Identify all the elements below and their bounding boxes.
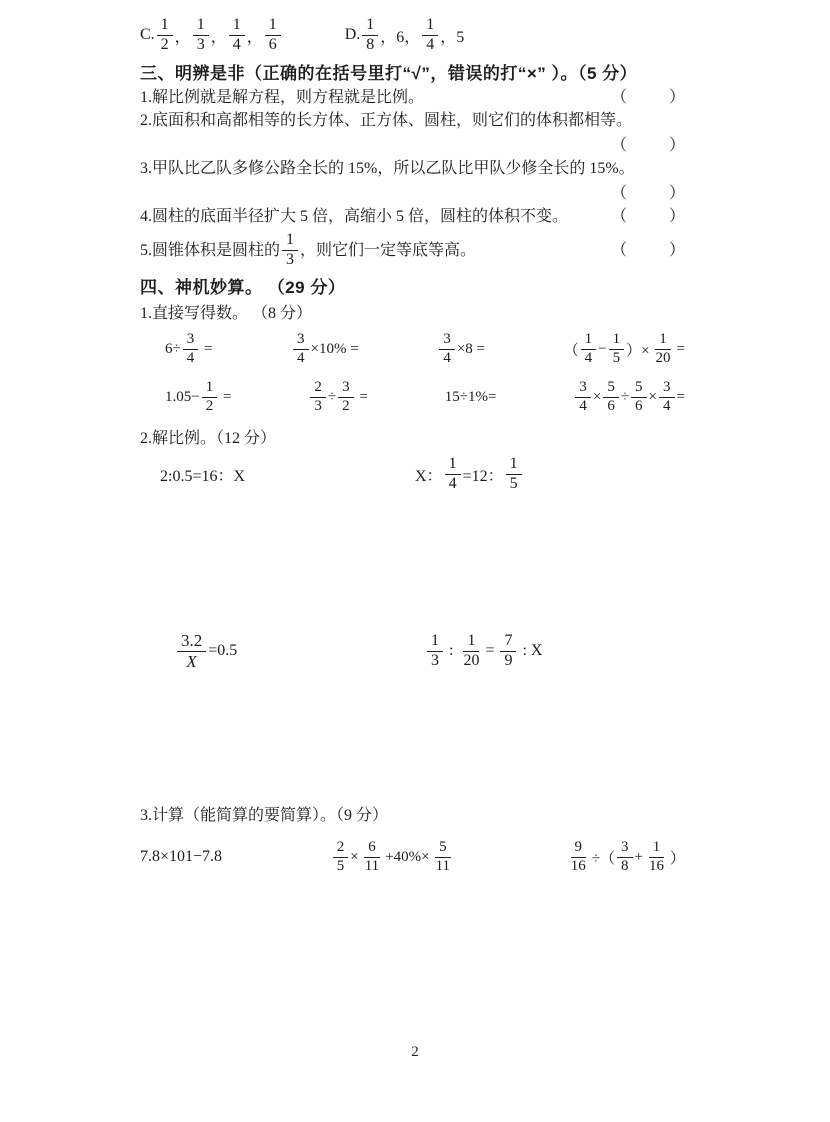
fraction [310,379,326,415]
fraction [422,16,438,54]
bracket-open: （ [610,89,627,106]
sub2-label: 2.解比例。（12 分） [140,430,277,447]
math-text: ，则它们一定等底等高。 [300,241,477,259]
tf-item-3 [140,157,685,180]
math-text: ， [174,28,191,46]
fraction [432,839,454,875]
fraction [362,16,378,54]
fraction-denominator: 16 [570,857,586,874]
direct-calc-row-1 [140,325,685,373]
fraction [575,379,591,415]
fraction-denominator: 3 [431,651,439,669]
math-text: ÷（ [591,850,616,867]
math-expression [415,455,524,493]
math-text: 1.05− [165,388,200,405]
fraction [193,16,209,54]
fraction-denominator: 20 [655,349,671,366]
math-expression [331,839,456,875]
math-expression [573,379,685,415]
tf-item-4 [140,205,685,228]
fraction-denominator: 4 [297,349,305,366]
fraction-denominator: 3 [314,397,322,414]
fraction-numerator: 1 [463,632,479,651]
tf-item-1-text [140,86,424,109]
fraction [333,839,349,875]
fraction [617,839,633,875]
bracket-close: ） [668,185,685,202]
fraction-denominator: 4 [579,397,587,414]
fraction [229,16,245,54]
fraction-denominator: 4 [186,349,195,366]
math-text: 2:0.5=16：X [160,467,246,485]
fraction-numerator: 5 [631,379,647,397]
fraction [427,632,443,670]
fraction-numerator: 1 [655,331,671,349]
fraction-denominator: 3 [196,35,205,53]
fraction-numerator: 1 [609,331,625,349]
math-text: ， [246,28,263,46]
math-text: ）× [626,342,650,359]
fraction-denominator: 16 [648,857,664,874]
fraction-denominator: 4 [232,35,241,53]
math-text: = [355,388,368,405]
fraction-denominator: 4 [426,35,435,53]
fraction-denominator: 5 [336,857,345,874]
math-text: × [648,388,658,405]
fraction-denominator: 4 [443,349,451,366]
fraction [265,16,281,54]
tf-item-2-bracket-line [140,132,685,155]
fraction [603,379,619,415]
math-text: （ [563,342,579,359]
math-text: : [445,642,458,659]
fraction [282,231,298,269]
bracket-close: ） [668,89,685,106]
answer-bracket-1 [611,86,685,109]
math-text: = [485,642,499,659]
fraction-denominator: 2 [205,397,214,414]
fraction [609,331,625,367]
fraction [293,331,309,367]
fraction-numerator: 3 [617,839,633,857]
fraction [361,839,383,875]
math-text: = [219,388,232,405]
page-number: 2 [411,1044,419,1060]
section3-heading: 三、明辨是非（正确的在括号里打“√”，错误的打“×” ）。（5 分） [140,64,638,83]
option-line [140,12,685,58]
fraction-numerator: 1 [506,455,522,474]
fraction-denominator: 6 [268,35,277,53]
math-text: ， [210,28,227,46]
math-text: + [634,848,643,865]
math-expression [165,379,231,415]
fraction [631,379,647,415]
math-text: ×8 = [456,340,485,357]
fraction-denominator: 20 [463,651,480,669]
fraction [202,379,218,415]
answer-bracket-4 [611,205,685,228]
fraction [659,379,675,415]
fraction-numerator: 1 [229,16,245,35]
fraction-denominator: 4 [448,474,457,492]
fraction-numerator: 1 [157,16,173,35]
fraction-denominator: 4 [663,397,671,414]
fraction [652,331,675,367]
fraction-numerator: 2 [333,839,349,857]
math-expression [437,331,485,367]
math-text: X： [415,467,443,485]
fraction-numerator: 1 [282,231,298,250]
calc-row [140,829,685,885]
math-expression [308,379,367,415]
fraction-denominator: 5 [509,474,518,492]
math-text: 7.8×101−7.8 [140,848,223,865]
bracket-open: （ [610,137,627,154]
fraction-numerator: 3 [439,331,455,349]
fraction-denominator: 2 [160,35,169,53]
tf-item-5-text [140,231,476,269]
sub1-label: 1.直接写得数。 （8 分） [140,305,313,322]
fraction-numerator: 3 [293,331,309,349]
fraction-numerator: 9 [571,839,587,857]
answer-bracket-2 [611,132,685,155]
fraction-denominator: 6 [607,397,615,414]
fraction-denominator: 5 [612,349,621,366]
math-expression [160,463,415,486]
fraction-numerator: 1 [581,331,597,349]
fraction-numerator: 1 [193,16,209,35]
direct-calc-row-2 [140,373,685,421]
tf-item-2-text [140,109,632,132]
math-text: C. [140,26,155,43]
fraction-denominator: 11 [364,857,380,874]
math-text: +40%× [385,848,430,865]
tf-item-5 [140,228,685,272]
option-c [140,16,283,54]
math-expression [565,839,685,875]
math-text: = [676,388,685,405]
answer-bracket-3 [611,180,685,203]
math-expression [175,631,425,671]
math-text: × [350,848,359,865]
fraction [500,632,516,670]
fraction-numerator: 2 [310,379,326,397]
proportion-row-2 [140,623,685,679]
fraction-numerator: 3 [338,379,354,397]
option-d [345,16,465,54]
fraction-denominator: 3 [286,250,295,268]
fraction-numerator: 3.2 [177,631,206,652]
math-expression [445,389,497,406]
fraction-denominator: 2 [342,397,350,414]
fraction [459,632,483,670]
math-expression [425,632,542,670]
fraction [157,16,173,54]
math-text: − [598,340,607,357]
fraction [445,455,461,493]
fraction-denominator: 9 [504,651,513,669]
sub3-label: 3.计算（能简算的要简算）。（9 分） [140,807,389,824]
fraction-numerator: 3 [575,379,591,397]
math-text: 1.解比例就是解方程，则方程就是比例。 [140,89,425,106]
fraction-numerator: 5 [435,839,451,857]
math-expression [165,331,212,367]
math-text: : X [518,642,543,659]
math-text: 3.甲队比乙队多修公路全长的 15%，所以乙队比甲队少修全长的 15%。 [140,160,635,177]
fraction-numerator: 1 [427,632,443,651]
fraction-denominator: 8 [621,857,629,874]
fraction-numerator: 1 [649,839,665,857]
math-text: ×10% = [310,340,359,357]
math-text: ，6， [380,28,421,46]
bracket-open: （ [610,241,627,259]
math-text: = [200,340,213,357]
fraction-denominator: 4 [584,349,593,366]
math-text: 5.圆锥体积是圆柱的 [140,241,281,259]
fraction-denominator: 6 [635,397,643,414]
math-text: =0.5 [208,642,238,659]
fraction-numerator: 1 [445,455,461,474]
fraction [183,331,199,367]
fraction [338,379,354,415]
tf-item-4-text [140,205,568,228]
math-text: =12： [462,467,504,485]
fraction-numerator: 5 [603,379,619,397]
bracket-close: ） [668,241,685,259]
math-text: D. [344,26,361,43]
math-text: 4.圆柱的底面半径扩大 5 倍，高缩小 5 倍，圆柱的体积不变。 [140,208,569,225]
tf-item-1 [140,86,685,109]
bracket-close: ） [668,208,685,225]
fraction-numerator: 1 [265,16,281,35]
tf-item-3-text [140,157,635,180]
fraction [567,839,590,875]
bracket-open: （ [610,185,627,202]
math-text: ÷ [620,388,630,405]
fraction-denominator: X [186,651,197,671]
math-text: 15÷1%= [444,388,497,405]
fraction-numerator: 3 [659,379,675,397]
section4-heading: 四、神机妙算。 （29 分） [140,278,346,297]
math-text: × [592,388,602,405]
fraction-denominator: 11 [435,857,451,874]
fraction-denominator: 8 [366,35,375,53]
math-expression [291,331,359,367]
fraction-numerator: 6 [364,839,380,857]
fraction [645,839,668,875]
math-text: = [676,340,685,357]
proportion-row-1 [140,450,685,498]
math-text: ，5 [440,28,465,46]
fraction-numerator: 7 [500,632,516,651]
math-text: 6÷ [165,340,181,357]
fraction [439,331,455,367]
fraction [506,455,522,493]
bracket-close: ） [668,137,685,154]
math-expression [140,848,222,866]
fraction-numerator: 1 [422,16,438,35]
tf-item-2 [140,109,685,132]
math-text: ÷ [327,388,337,405]
tf-item-3-bracket-line [140,180,685,203]
math-text: ） [669,850,685,867]
fraction [177,631,206,671]
math-expression [564,331,685,367]
fraction-numerator: 1 [202,379,218,397]
bracket-open: （ [610,208,627,225]
answer-bracket-5 [611,239,685,262]
fraction-numerator: 1 [362,16,378,35]
fraction-numerator: 3 [183,331,199,349]
paper-content [140,12,685,885]
math-text: 2.底面积和高都相等的长方体、正方体、圆柱，则它们的体积都相等。 [140,112,633,129]
fraction [581,331,597,367]
